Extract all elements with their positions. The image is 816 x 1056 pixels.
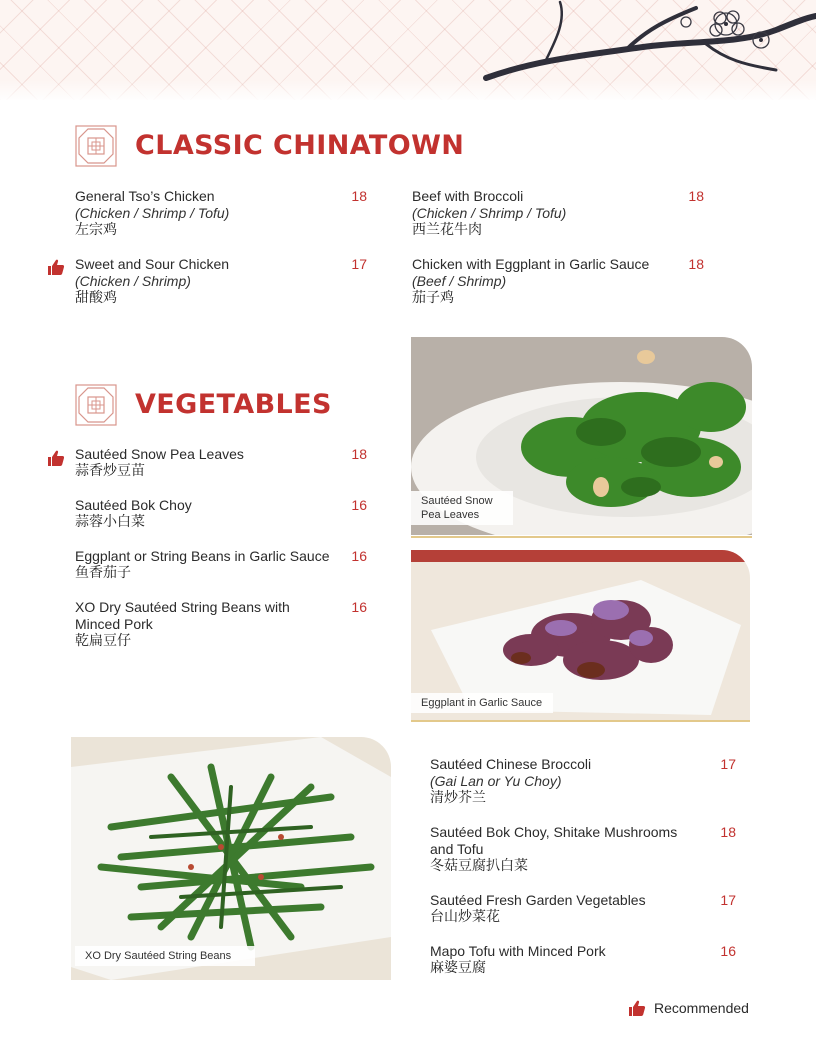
- item-options: (Chicken / Shrimp): [75, 273, 191, 289]
- item-options: (Chicken / Shrimp / Tofu): [412, 205, 567, 221]
- item-price: 18: [351, 446, 367, 462]
- menu-item: [75, 256, 367, 307]
- item-chinese-name: 清炒芥兰: [430, 790, 486, 806]
- menu-item: [412, 188, 704, 239]
- item-name: Mapo Tofu with Minced Pork: [430, 943, 606, 959]
- section-title-classic: CLASSIC CHINATOWN: [135, 130, 465, 161]
- string-beans-image: [71, 737, 391, 980]
- item-chinese-name: 鱼香茄子: [75, 565, 131, 581]
- item-price: 17: [720, 892, 736, 908]
- item-chinese-name: 甜酸鸡: [75, 290, 117, 306]
- item-price: 18: [688, 188, 704, 204]
- item-price: 16: [351, 497, 367, 513]
- menu-item: [430, 756, 736, 807]
- photo-string-beans: [71, 737, 391, 980]
- item-options: (Gai Lan or Yu Choy): [430, 773, 562, 789]
- item-options: (Beef / Shrimp): [412, 273, 507, 289]
- item-name: XO Dry Sautéed String Beans with Minced Pork: [75, 599, 290, 632]
- item-name: General Tso’s Chicken: [75, 188, 215, 204]
- menu-item: [430, 892, 736, 926]
- photo-caption: XO Dry Sautéed String Beans: [75, 946, 255, 966]
- section-title-vegetables: VEGETABLES: [135, 389, 332, 420]
- thumbs-up-icon: [47, 258, 65, 276]
- item-name: Sweet and Sour Chicken: [75, 256, 230, 272]
- item-chinese-name: 蒜香炒豆苗: [75, 463, 145, 479]
- photo-caption: Eggplant in Garlic Sauce: [411, 693, 553, 713]
- item-chinese-name: 蒜蓉小白菜: [75, 514, 145, 530]
- item-price: 18: [688, 256, 704, 272]
- menu-item: [75, 548, 367, 582]
- lattice-emblem-icon: [75, 125, 117, 167]
- item-name: Eggplant or String Beans in Garlic Sauce: [75, 548, 330, 564]
- menu-item: [75, 188, 367, 239]
- item-chinese-name: 茄子鸡: [412, 290, 454, 306]
- item-price: 17: [720, 756, 736, 772]
- item-name: Sautéed Chinese Broccoli: [430, 756, 592, 772]
- item-price: 18: [351, 188, 367, 204]
- menu-item: [430, 824, 736, 875]
- menu-item: [75, 446, 367, 480]
- header-lattice-pattern: [0, 0, 816, 100]
- item-chinese-name: 冬菇豆腐扒白菜: [430, 858, 528, 874]
- item-chinese-name: 台山炒菜花: [430, 909, 500, 925]
- gold-divider: [411, 536, 752, 538]
- item-price: 18: [720, 824, 736, 840]
- item-name: Sautéed Bok Choy: [75, 497, 192, 513]
- item-price: 16: [720, 943, 736, 959]
- gold-divider: [411, 720, 750, 722]
- menu-item: [75, 497, 367, 531]
- item-name: Sautéed Fresh Garden Vegetables: [430, 892, 646, 908]
- menu-item: [430, 943, 736, 977]
- item-options: (Chicken / Shrimp / Tofu): [75, 205, 230, 221]
- item-chinese-name: 左宗鸡: [75, 222, 117, 238]
- item-price: 16: [351, 599, 367, 615]
- item-chinese-name: 西兰花牛肉: [412, 222, 482, 238]
- item-price: 16: [351, 548, 367, 564]
- thumbs-up-icon: [628, 999, 646, 1017]
- photo-caption: Sautéed Snow Pea Leaves: [411, 491, 513, 525]
- legend-label: Recommended: [654, 1000, 749, 1016]
- menu-item: [412, 256, 704, 307]
- plum-blossom-branch-icon: [476, 0, 816, 100]
- item-name: Beef with Broccoli: [412, 188, 524, 204]
- recommended-legend: [628, 998, 758, 1020]
- item-name: Chicken with Eggplant in Garlic Sauce: [412, 256, 650, 272]
- menu-item: [75, 599, 367, 650]
- thumbs-up-icon: [47, 449, 65, 467]
- item-name: Sautéed Snow Pea Leaves: [75, 446, 244, 462]
- item-price: 17: [351, 256, 367, 272]
- item-chinese-name: 乾扁豆仔: [75, 633, 131, 649]
- item-chinese-name: 麻婆豆腐: [430, 960, 486, 976]
- item-name: Sautéed Bok Choy, Shitake Mushrooms and Tofu: [430, 824, 678, 857]
- lattice-emblem-icon: [75, 384, 117, 426]
